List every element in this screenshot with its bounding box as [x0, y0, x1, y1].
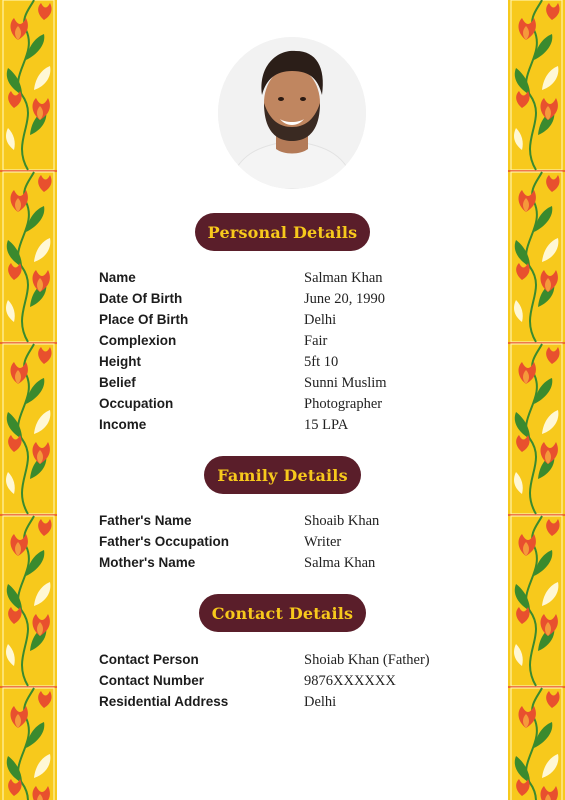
detail-value: Shoaib Khan	[304, 513, 380, 529]
detail-label: Contact Number	[99, 673, 205, 688]
section-title-personal: Personal Details	[195, 213, 370, 251]
detail-value: Salman Khan	[304, 270, 383, 286]
detail-row-income	[99, 417, 479, 437]
detail-label: Height	[99, 354, 141, 369]
detail-row-occupation	[99, 396, 479, 416]
detail-row-fathers-name	[99, 513, 479, 533]
floral-pattern-icon	[0, 0, 57, 800]
detail-row-complexion	[99, 333, 479, 353]
detail-value: Salma Khan	[304, 555, 376, 571]
detail-value: Delhi	[304, 694, 337, 710]
detail-label: Income	[99, 417, 147, 432]
detail-row-fathers-occupation	[99, 534, 479, 554]
detail-label: Place Of Birth	[99, 312, 189, 327]
detail-value: 5ft 10	[304, 354, 339, 370]
detail-label: Name	[99, 270, 136, 285]
detail-label: Father's Occupation	[99, 534, 229, 549]
detail-row-date-of-birth	[99, 291, 479, 311]
detail-value: Fair	[304, 333, 328, 349]
detail-label: Belief	[99, 375, 136, 390]
detail-value: Sunni Muslim	[304, 375, 387, 391]
detail-value: 15 LPA	[304, 417, 349, 433]
detail-row-height	[99, 354, 479, 374]
floral-border-left	[0, 0, 57, 800]
floral-pattern-icon	[508, 0, 565, 800]
detail-label: Mother's Name	[99, 555, 196, 570]
detail-label: Date Of Birth	[99, 291, 183, 306]
detail-row-residential-address	[99, 694, 479, 714]
detail-row-contact-number	[99, 673, 479, 693]
detail-row-name	[99, 270, 479, 290]
detail-label: Occupation	[99, 396, 174, 411]
profile-photo	[218, 37, 366, 189]
detail-row-contact-person	[99, 652, 479, 672]
detail-value: Photographer	[304, 396, 383, 412]
detail-value: 9876XXXXXX	[304, 673, 396, 689]
detail-label: Residential Address	[99, 694, 229, 709]
detail-row-belief	[99, 375, 479, 395]
detail-value: Delhi	[304, 312, 337, 328]
detail-value: Shoiab Khan (Father)	[304, 652, 430, 668]
detail-row-mothers-name	[99, 555, 479, 575]
detail-value: Writer	[304, 534, 342, 550]
detail-row-place-of-birth	[99, 312, 479, 332]
detail-value: June 20, 1990	[304, 291, 385, 307]
detail-label: Complexion	[99, 333, 177, 348]
floral-border-right	[508, 0, 565, 800]
detail-label: Father's Name	[99, 513, 192, 528]
detail-label: Contact Person	[99, 652, 199, 667]
section-title-family: Family Details	[204, 456, 361, 494]
person-portrait-icon	[218, 37, 366, 189]
section-title-contact: Contact Details	[199, 594, 366, 632]
